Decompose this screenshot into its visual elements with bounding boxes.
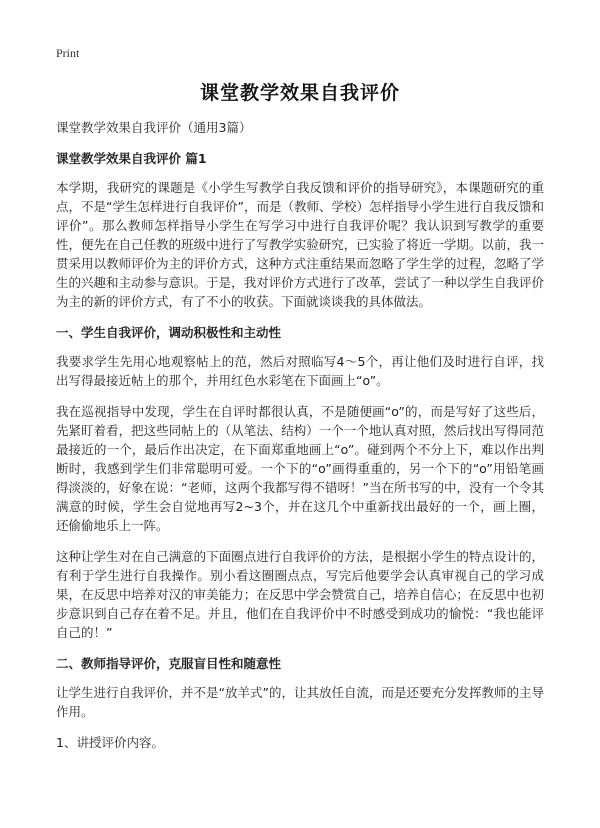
page-title: 课堂教学效果自我评价 — [199, 82, 400, 104]
print-label: Print — [56, 46, 80, 60]
section-title-1: 一、学生自我评价，调动积极性和主动性 — [56, 325, 282, 340]
paragraph-benefits: 这种让学生对在自己满意的下面圈点进行自我评价的方法，是根据小学生的特点设计的，有利于学生进行自我操作。别小看这圈圈点点，写完后他要学会认真审视自己的学习成果，在反思中培养对汉的审美能力；在反思中学会赞赏自己，培养自信心；在反思中也初步意识到自己存在着不足。并且，他们在自我评价中不时感受到成功的愉悦：“我也能评自己的！” — [56, 549, 544, 640]
document-subtitle: 课堂教学效果自我评价（通用3篇） — [56, 120, 252, 135]
part-title: 课堂教学效果自我评价 篇1 — [56, 151, 207, 166]
document-body — [56, 118, 544, 764]
paragraph-observation: 我在巡视指导中发现，学生在自评时都很认真，不是随便画“o”的，而是写好了这些后，先紧盯着看，把这些同帖上的（从笔法、结构）一个一个地认真对照，然后找出写得同范最接近的一个，最后作出决定，在下面郑重地画上“o”。碰到两个不分上下，难以作出判断时，我感到学生们非常聪明可爱。一个下的“o”画得重重的，另一个下的“o”用铅笔画得淡淡的，好象在说：“老师，这两个我都写得不错呀！”当在所书写的中，没有一个令其满意的时候，学生会自觉地再写2~3个，并在这几个中重新找出最好的一个，画上圈，还偷偷地乐上一阵。 — [56, 404, 544, 533]
paragraph-self-eval-method: 我要求学生先用心地观察帖上的范，然后对照临写4～5个，再让他们及时进行自评，找出写得最接近帖上的那个，并用红色水彩笔在下面画上“o”。 — [56, 354, 544, 388]
paragraph-intro: 本学期，我研究的课题是《小学生写教学自我反馈和评价的指导研究》，本课题研究的重点，不是“学生怎样进行自我评价”，而是（教师、学校）怎样指导小学生进行自我反馈和评价”。那么教师怎样指导小学生在写学习中进行自我评价呢？我认识到写教学的重要性，便先在自己任教的班级中进行了写教学实验研究，已实验了将近一学期。以前，我一贯采用以教师评价为主的评价方式，这种方式注重结果而忽略了学生学的过程，忽略了学生的兴趣和主动参与意识。于是，我对评价方式进行了改革，尝试了一种以学生自我评价为主的新的评价方式，有了不小的收获。下面就谈谈我的具体做法。 — [56, 180, 544, 309]
paragraph-teacher-role: 让学生进行自我评价，并不是“放羊式”的，让其放任自流，而是还要充分发挥教师的主导作用。 — [56, 685, 544, 719]
section-title-2: 二、教师指导评价，克服盲目性和随意性 — [56, 656, 282, 671]
list-item-1: 1、讲授评价内容。 — [56, 735, 164, 750]
